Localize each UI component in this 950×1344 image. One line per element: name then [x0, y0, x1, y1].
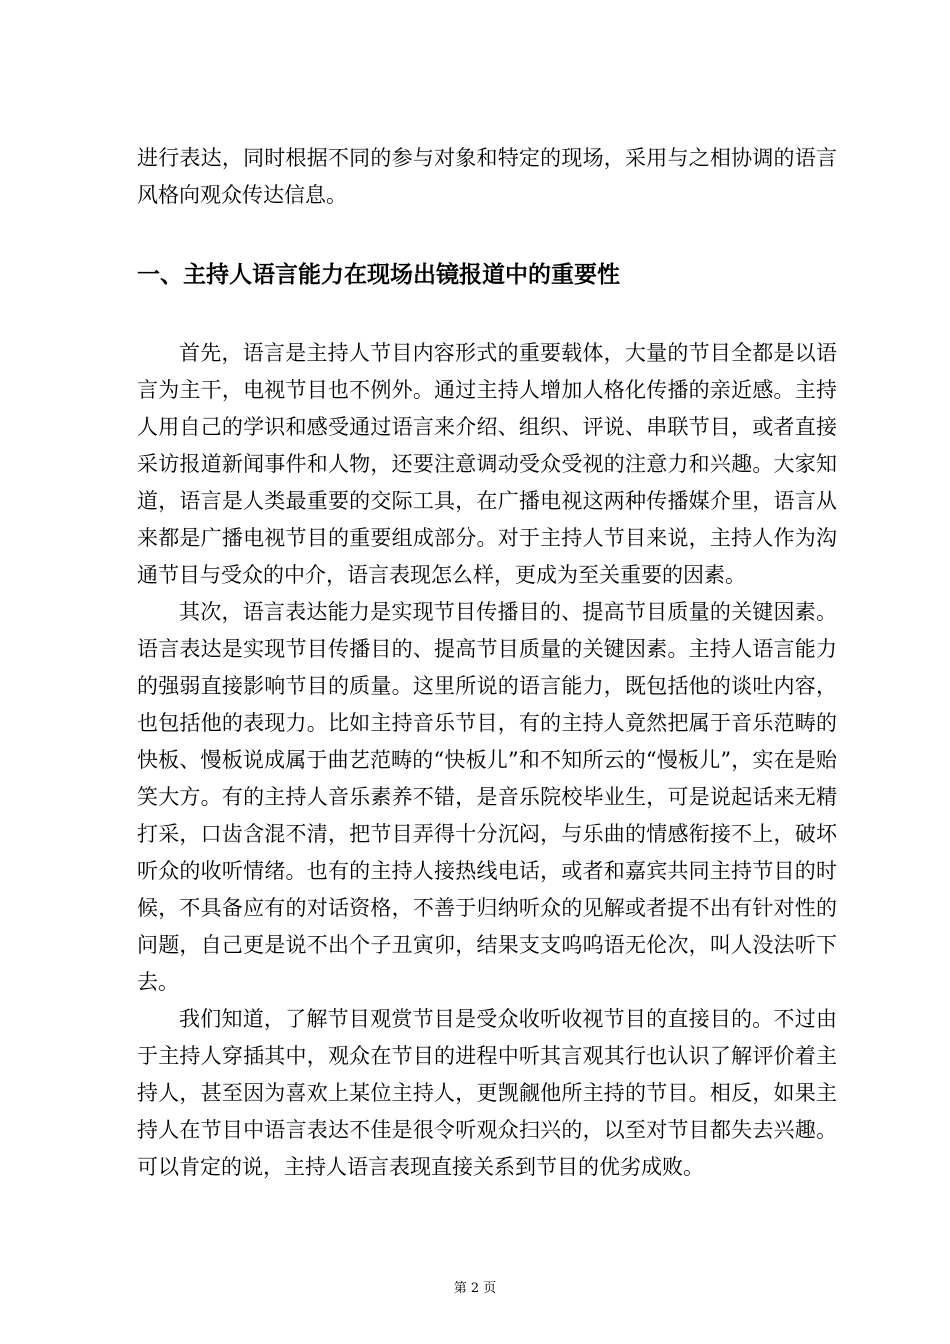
page-number: 第 2 页	[453, 1281, 497, 1296]
body-paragraph-1: 首先，语言是主持人节目内容形式的重要载体，大量的节目全都是以语言为主干，电视节目也不例外。通过主持人增加人格化传播的亲近感。主持人用自己的学识和感受通过语言来介绍、组织、评说、串联节目，或者直接采访报道新闻事件和人物，还要注意调动受众受视的注意力和兴趣。大家知道，语言是人类最重要的交际工具，在广播电视这两种传播媒介里，语言从来都是广播电视节目的重要组成部分。对于主持人节目来说，主持人作为沟通节目与受众的中介，语言表现怎么样，更成为至关重要的因素。	[137, 341, 837, 587]
body-paragraph-3: 我们知道，了解节目观赏节目是受众收听收视节目的直接目的。不过由于主持人穿插其中，观众在节目的进程中听其言观其行也认识了解评价着主持人，甚至因为喜欢上某位主持人，更觊觎他所主持的节目。相反，如果主持人在节目中语言表达不佳是很令听观众扫兴的，以至对节目都失去兴趣。可以肯定的说，主持人语言表现直接关系到节目的优劣成败。	[137, 1007, 837, 1179]
intro-paragraph: 进行表达，同时根据不同的参与对象和特定的现场，采用与之相协调的语言风格向观众传达信息。	[137, 146, 837, 207]
page-body	[137, 140, 837, 1186]
body-paragraph-2: 其次，语言表达能力是实现节目传播目的、提高节目质量的关键因素。语言表达是实现节目传播目的、提高节目质量的关键因素。主持人语言能力的强弱直接影响节目的质量。这里所说的语言能力，既包括他的谈吐内容，也包括他的表现力。比如主持音乐节目，有的主持人竟然把属于音乐范畴的快板、慢板说成属于曲艺范畴的“快板儿”和不知所云的“慢板儿”，实在是贻笑大方。有的主持人音乐素养不错，是音乐院校毕业生，可是说起话来无精打采，口齿含混不清，把节目弄得十分沉闷，与乐曲的情感衔接不上，破坏听众的收听情绪。也有的主持人接热线电话，或者和嘉宾共同主持节目的时候，不具备应有的对话资格，不善于归纳听众的见解或者提不出有针对性的问题，自己更是说不出个子丑寅卯，结果支支呜呜语无伦次，叫人没法听下去。	[137, 600, 837, 994]
section-heading: 一、主持人语言能力在现场出镜报道中的重要性	[137, 262, 620, 288]
